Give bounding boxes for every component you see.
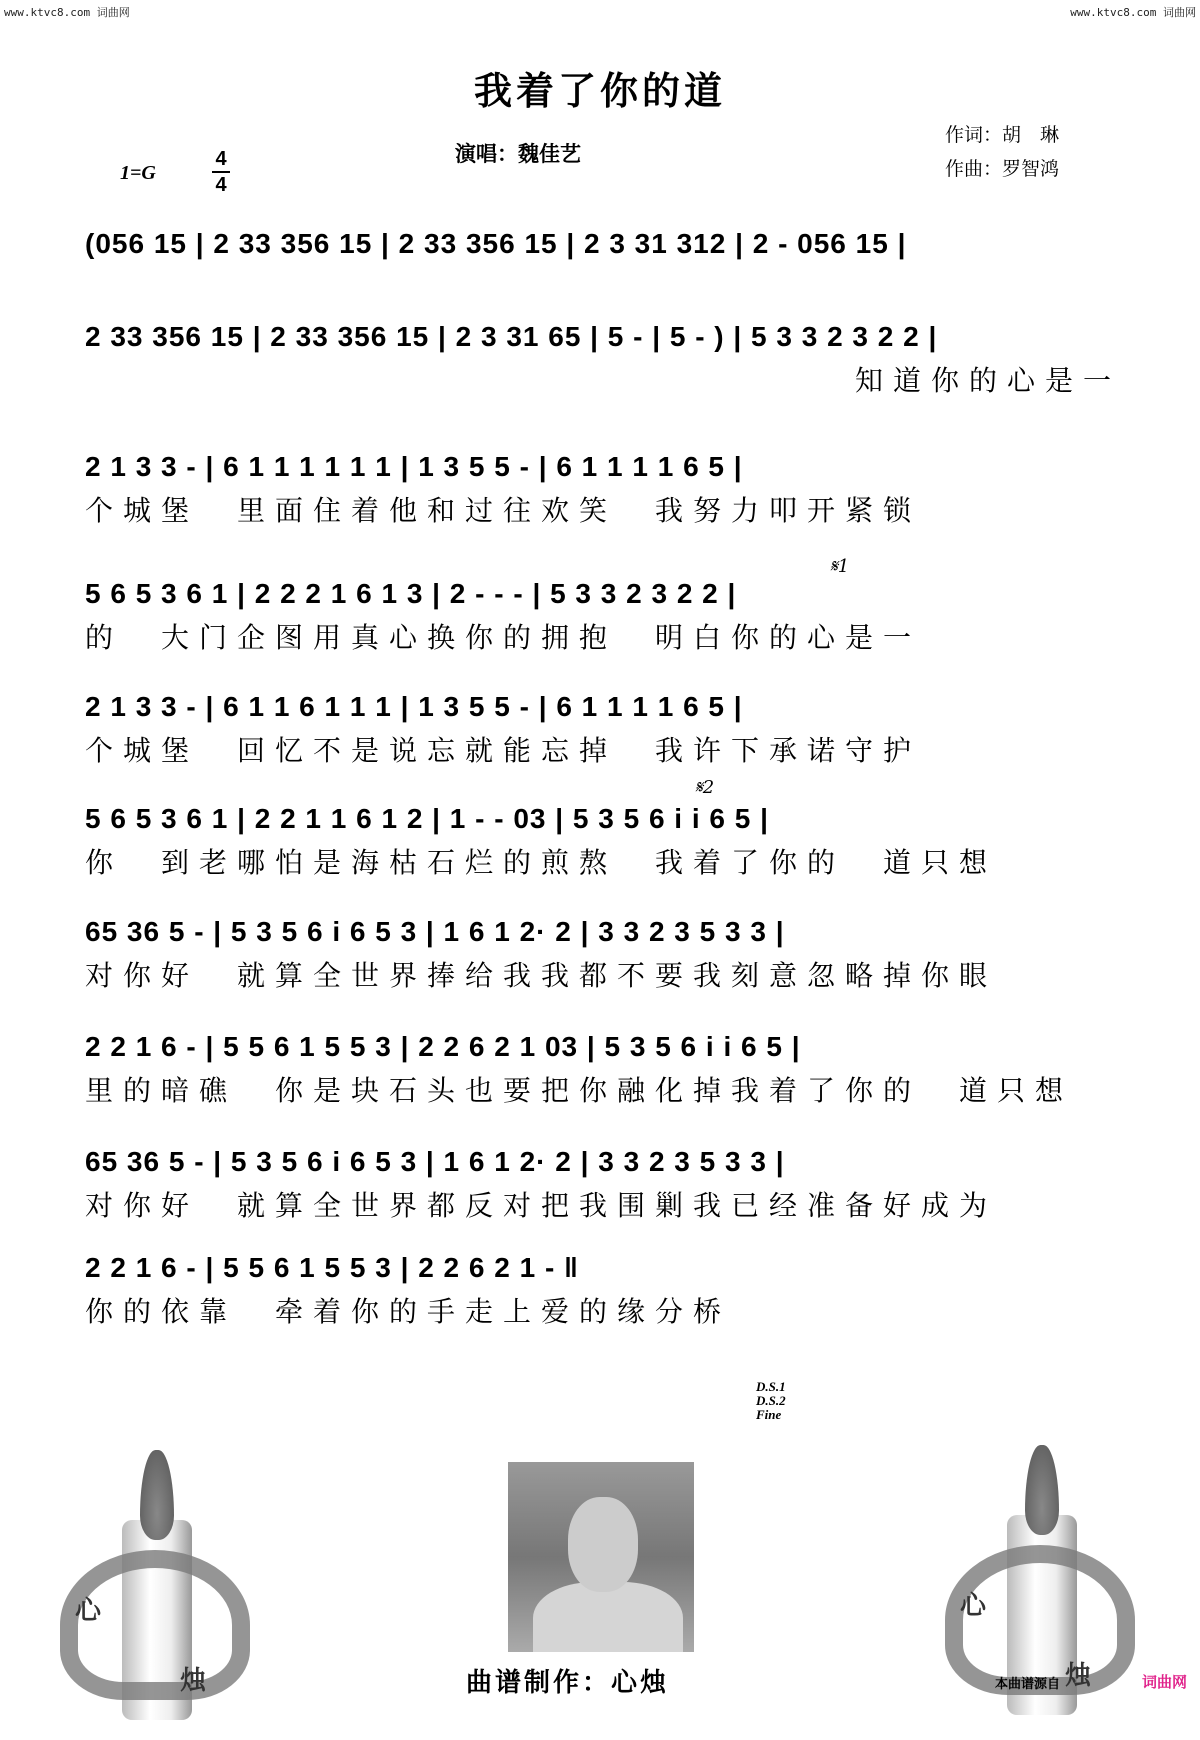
song-title: 我着了你的道 <box>473 68 726 113</box>
notation-row: 2 33 356 15 | 2 33 356 15 | 2 3 31 65 | 5 - | 5 - ) | 5 3 3 2 3 2 2 | <box>85 321 938 352</box>
score-line-8 <box>85 1015 1095 1107</box>
lyrics-row: 你 到老哪怕是海枯石烂的煎熬 我着了你的 道只想 <box>85 846 998 879</box>
score-line-5 <box>85 675 1095 767</box>
watermark-right: www.ktvc8.com 词曲网 <box>1070 6 1196 19</box>
composer-credit: 作曲：罗智鸿 <box>945 158 1060 180</box>
ds1-mark: D.S.1 <box>756 1379 786 1394</box>
score-line-6 <box>85 777 1095 879</box>
flame-icon <box>140 1450 174 1540</box>
source-label: 本曲谱源自 <box>995 1677 1061 1692</box>
lyrics-row: 的 大门企图用真心换你的拥抱 明白你的心是一 <box>85 621 922 654</box>
time-signature-bottom: 4 <box>215 174 227 196</box>
lyrics-row: 知道你的心是一 <box>855 364 1122 397</box>
notation-row: 65 36 5 - | 5 3 5 6 i 6 5 3 | 1 6 1 2· 2 | 3 3 2 3 5 3 3 | <box>85 916 785 947</box>
score-line-1 <box>85 212 1095 304</box>
source-site-link[interactable]: 词曲网 <box>1142 1673 1188 1691</box>
lyrics-row <box>85 260 1095 304</box>
notation-row: 2 2 1 6 - | 5 5 6 1 5 5 3 | 2 2 6 2 1 - ‖ <box>85 1252 579 1283</box>
candle-char: 烛 <box>180 1666 207 1696</box>
score-line-7 <box>85 900 1095 992</box>
score-line-2 <box>85 305 1122 397</box>
score-line-4 <box>85 556 1095 654</box>
ending-marks <box>756 1380 786 1422</box>
notation-row: 2 1 3 3 - | 6 1 1 1 1 1 1 | 1 3 5 5 - | 6 1 1 1 1 6 5 | <box>85 451 743 482</box>
singer-credit: 演唱：魏佳艺 <box>455 141 581 166</box>
lyrics-row: 个城堡 里面住着他和过往欢笑 我努力叩开紧锁 <box>85 494 922 527</box>
segno-2-icon: 𝄋2 <box>695 777 715 798</box>
time-signature <box>212 148 230 196</box>
lyrics-row: 对你好 就算全世界都反对把我围剿我已经准备好成为 <box>85 1189 998 1222</box>
flame-icon <box>1025 1445 1059 1535</box>
notation-row: 5 6 5 3 6 1 | 2 2 2 1 6 1 3 | 2 - - - | 5 3 3 2 3 2 2 | <box>85 578 737 609</box>
time-signature-bar <box>212 171 230 173</box>
candle-char: 心 <box>960 1591 987 1621</box>
candle-char: 烛 <box>1065 1661 1092 1691</box>
segno-1-icon: 𝄋1 <box>830 556 850 577</box>
notation-row: 65 36 5 - | 5 3 5 6 i 6 5 3 | 1 6 1 2· 2 | 3 3 2 3 5 3 3 | <box>85 1146 785 1177</box>
notation-row: 2 1 3 3 - | 6 1 1 6 1 1 1 | 1 3 5 5 - | 6 1 1 1 1 6 5 | <box>85 691 743 722</box>
lyrics-row: 你的依靠 牵着你的手走上爱的缘分桥 <box>85 1295 732 1328</box>
notation-row: 5 6 5 3 6 1 | 2 2 1 1 6 1 2 | 1 - - 03 | 5 3 5 6 i i 6 5 | <box>85 803 769 834</box>
score-maker-credit: 曲谱制作：心烛 <box>466 1668 670 1698</box>
lyrics-row: 对你好 就算全世界捧给我我都不要我刻意忽略掉你眼 <box>85 959 998 992</box>
photo-face <box>568 1497 638 1592</box>
notation-row: 2 2 1 6 - | 5 5 6 1 5 5 3 | 2 2 6 2 1 03 | 5 3 5 6 i i 6 5 | <box>85 1031 801 1062</box>
score-line-10 <box>85 1236 1095 1328</box>
lyricist-credit: 作词：胡 琳 <box>945 124 1060 146</box>
ds2-mark: D.S.2 <box>756 1393 786 1408</box>
score-line-9 <box>85 1130 1095 1222</box>
lyrics-row: 里的暗礁 你是块石头也要把你融化掉我着了你的 道只想 <box>85 1074 1074 1107</box>
credits <box>945 118 1059 186</box>
fine-mark: Fine <box>756 1407 782 1422</box>
photo-shoulder <box>533 1582 683 1652</box>
time-signature-top: 4 <box>215 148 227 170</box>
candle-char: 心 <box>75 1596 102 1626</box>
watermark-left: www.ktvc8.com 词曲网 <box>4 6 130 19</box>
key-signature: 1=G <box>120 162 156 184</box>
notation-row: (056 15 | 2 33 356 15 | 2 33 356 15 | 2 3 31 312 | 2 - 056 15 | <box>85 228 907 259</box>
composer-photo <box>508 1462 694 1652</box>
lyrics-row: 个城堡 回忆不是说忘就能忘掉 我许下承诺守护 <box>85 734 922 767</box>
score-line-3 <box>85 435 1095 527</box>
